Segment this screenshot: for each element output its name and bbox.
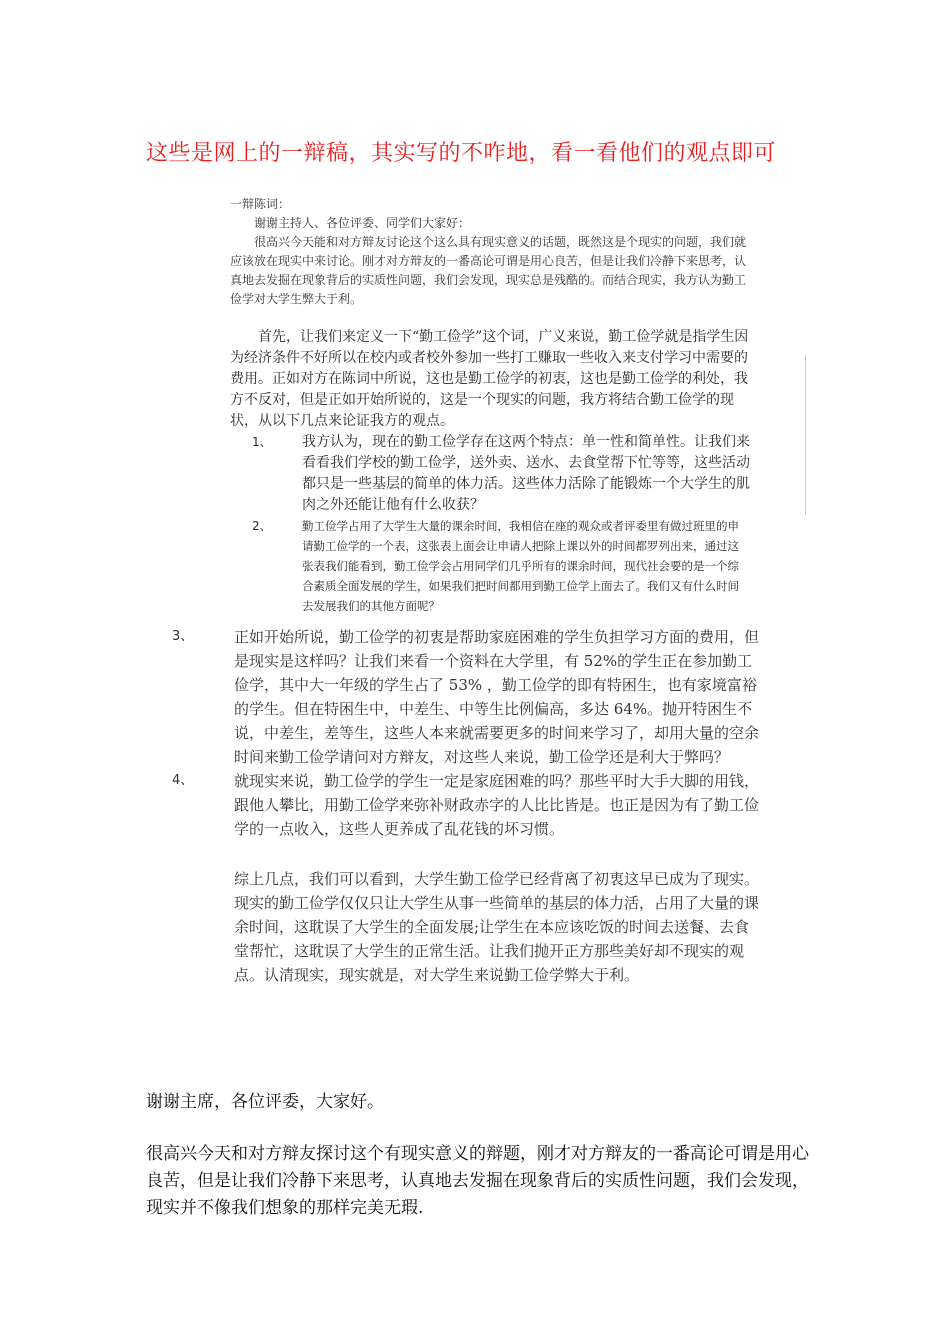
divider xyxy=(805,355,806,515)
list-item xyxy=(230,432,750,516)
list-item xyxy=(172,625,762,769)
list-item xyxy=(230,516,750,616)
point-number: 1、 xyxy=(252,435,272,449)
closing-greeting: 谢谢主席，各位评委，大家好。 xyxy=(146,1092,384,1112)
scanned-debate-draft xyxy=(150,185,800,1035)
point-text: 正如开始所说，勤工俭学的初衷是帮助家庭困难的学生负担学习方面的费用，但是现实是这样吗？让我们来看一个资料在大学里，有 52%的学生正在参加勤工俭学，其中大一年级的学生占了 53% ，勤工俭学的即有特困生，也有家境富裕的学生。但在特困生中，中差生、中等生比例偏高，多达 64%。抛开特困生不说，中差生，差等生，这些人本来就需要更多的时间来学习了，却用大量的空余时间来勤工俭学请问对方辩友，对这些人来说，勤工俭学还是利大于弊吗？ xyxy=(234,628,760,766)
point-number: 3、 xyxy=(172,629,194,644)
point-text: 勤工俭学占用了大学生大量的课余时间，我相信在座的观众或者评委里有做过班里的申请勤工俭学的一个表，这张表上面会让申请人把除上课以外的时间都罗列出来，通过这张表我们能看到，勤工俭学会占用同学们几乎所有的课余时间，现代社会要的是一个综合素质全面发展的学生，如果我们把时间都用到勤工俭学上面去了。我们又有什么时间去发展我们的其他方面呢？ xyxy=(302,519,739,613)
list-item xyxy=(172,769,762,841)
closing-paragraph: 很高兴今天和对方辩友探讨这个有现实意义的辩题，刚才对方辩友的一番高论可谓是用心良苦，但是让我们冷静下来思考，认真地去发掘在现象背后的实质性问题，我们会发现，现实并不像我们想象的那样完美无瑕. xyxy=(146,1144,809,1218)
scan-definition-section xyxy=(230,327,750,616)
scan-summary: 综上几点，我们可以看到，大学生勤工俭学已经背离了初衷这早已成为了现实。现实的勤工俭学仅仅只让大学生从事一些简单的基层的体力活，占用了大量的课余时间，这耽误了大学生的全面发展;让学生在本应该吃饭的时间去送餐、去食堂帮忙，这耽误了大学生的正常生活。让我们抛开正方那些美好却不现实的观点。认清现实，现实就是，对大学生来说勤工俭学弊大于利。 xyxy=(234,870,760,984)
point-text: 我方认为，现在的勤工俭学存在这两个特点：单一性和简单性。让我们来看看我们学校的勤工俭学，送外卖、送水、去食堂帮下忙等等，这些活动都只是一些基层的简单的体力活。这些体力活除了能锻炼一个大学生的肌肉之外还能让他有什么收获？ xyxy=(302,434,750,513)
point-number: 2、 xyxy=(252,519,272,533)
scan-definition: 首先，让我们来定义一下“勤工俭学”这个词，广义来说，勤工俭学就是指学生因为经济条件不好所以在校内或者校外参加一些打工赚取一些收入来支付学习中需要的费用。正如对方在陈词中所说，这也是勤工俭学的初衷，这也是勤工俭学的利处，我方不反对，但是正如开始所说的，这是一个现实的问题，我方将结合勤工俭学的现状，从以下几点来论证我方的观点。 xyxy=(230,329,749,429)
scan-points-section xyxy=(172,625,762,987)
point-text: 就现实来说，勤工俭学的学生一定是家庭困难的吗？那些平时大手大脚的用钱，跟他人攀比，用勤工俭学来弥补财政赤字的人比比皆是。也正是因为有了勤工俭学的一点收入，这些人更养成了乱花钱的坏习惯。 xyxy=(234,772,760,838)
scan-intro: 很高兴今天能和对方辩友讨论这个这么具有现实意义的话题，既然这是个现实的问题，我们就应该放在现实中来讨论。刚才对方辩友的一番高论可谓是用心良苦，但是让我们冷静下来思考，认真地去发掘在现象背后的实质性问题，我们会发现，现实总是残酷的。而结合现实，我方认为勤工俭学对大学生弊大于利。 xyxy=(230,235,747,306)
page-heading: 这些是网上的一辩稿，其实写的不咋地，看一看他们的观点即可 xyxy=(146,141,777,166)
scan-title: 一辩陈词： xyxy=(230,197,291,211)
point-number: 4、 xyxy=(172,773,194,788)
scan-opening-section xyxy=(230,195,750,309)
scan-greeting: 谢谢主持人、各位评委、同学们大家好： xyxy=(254,216,471,230)
